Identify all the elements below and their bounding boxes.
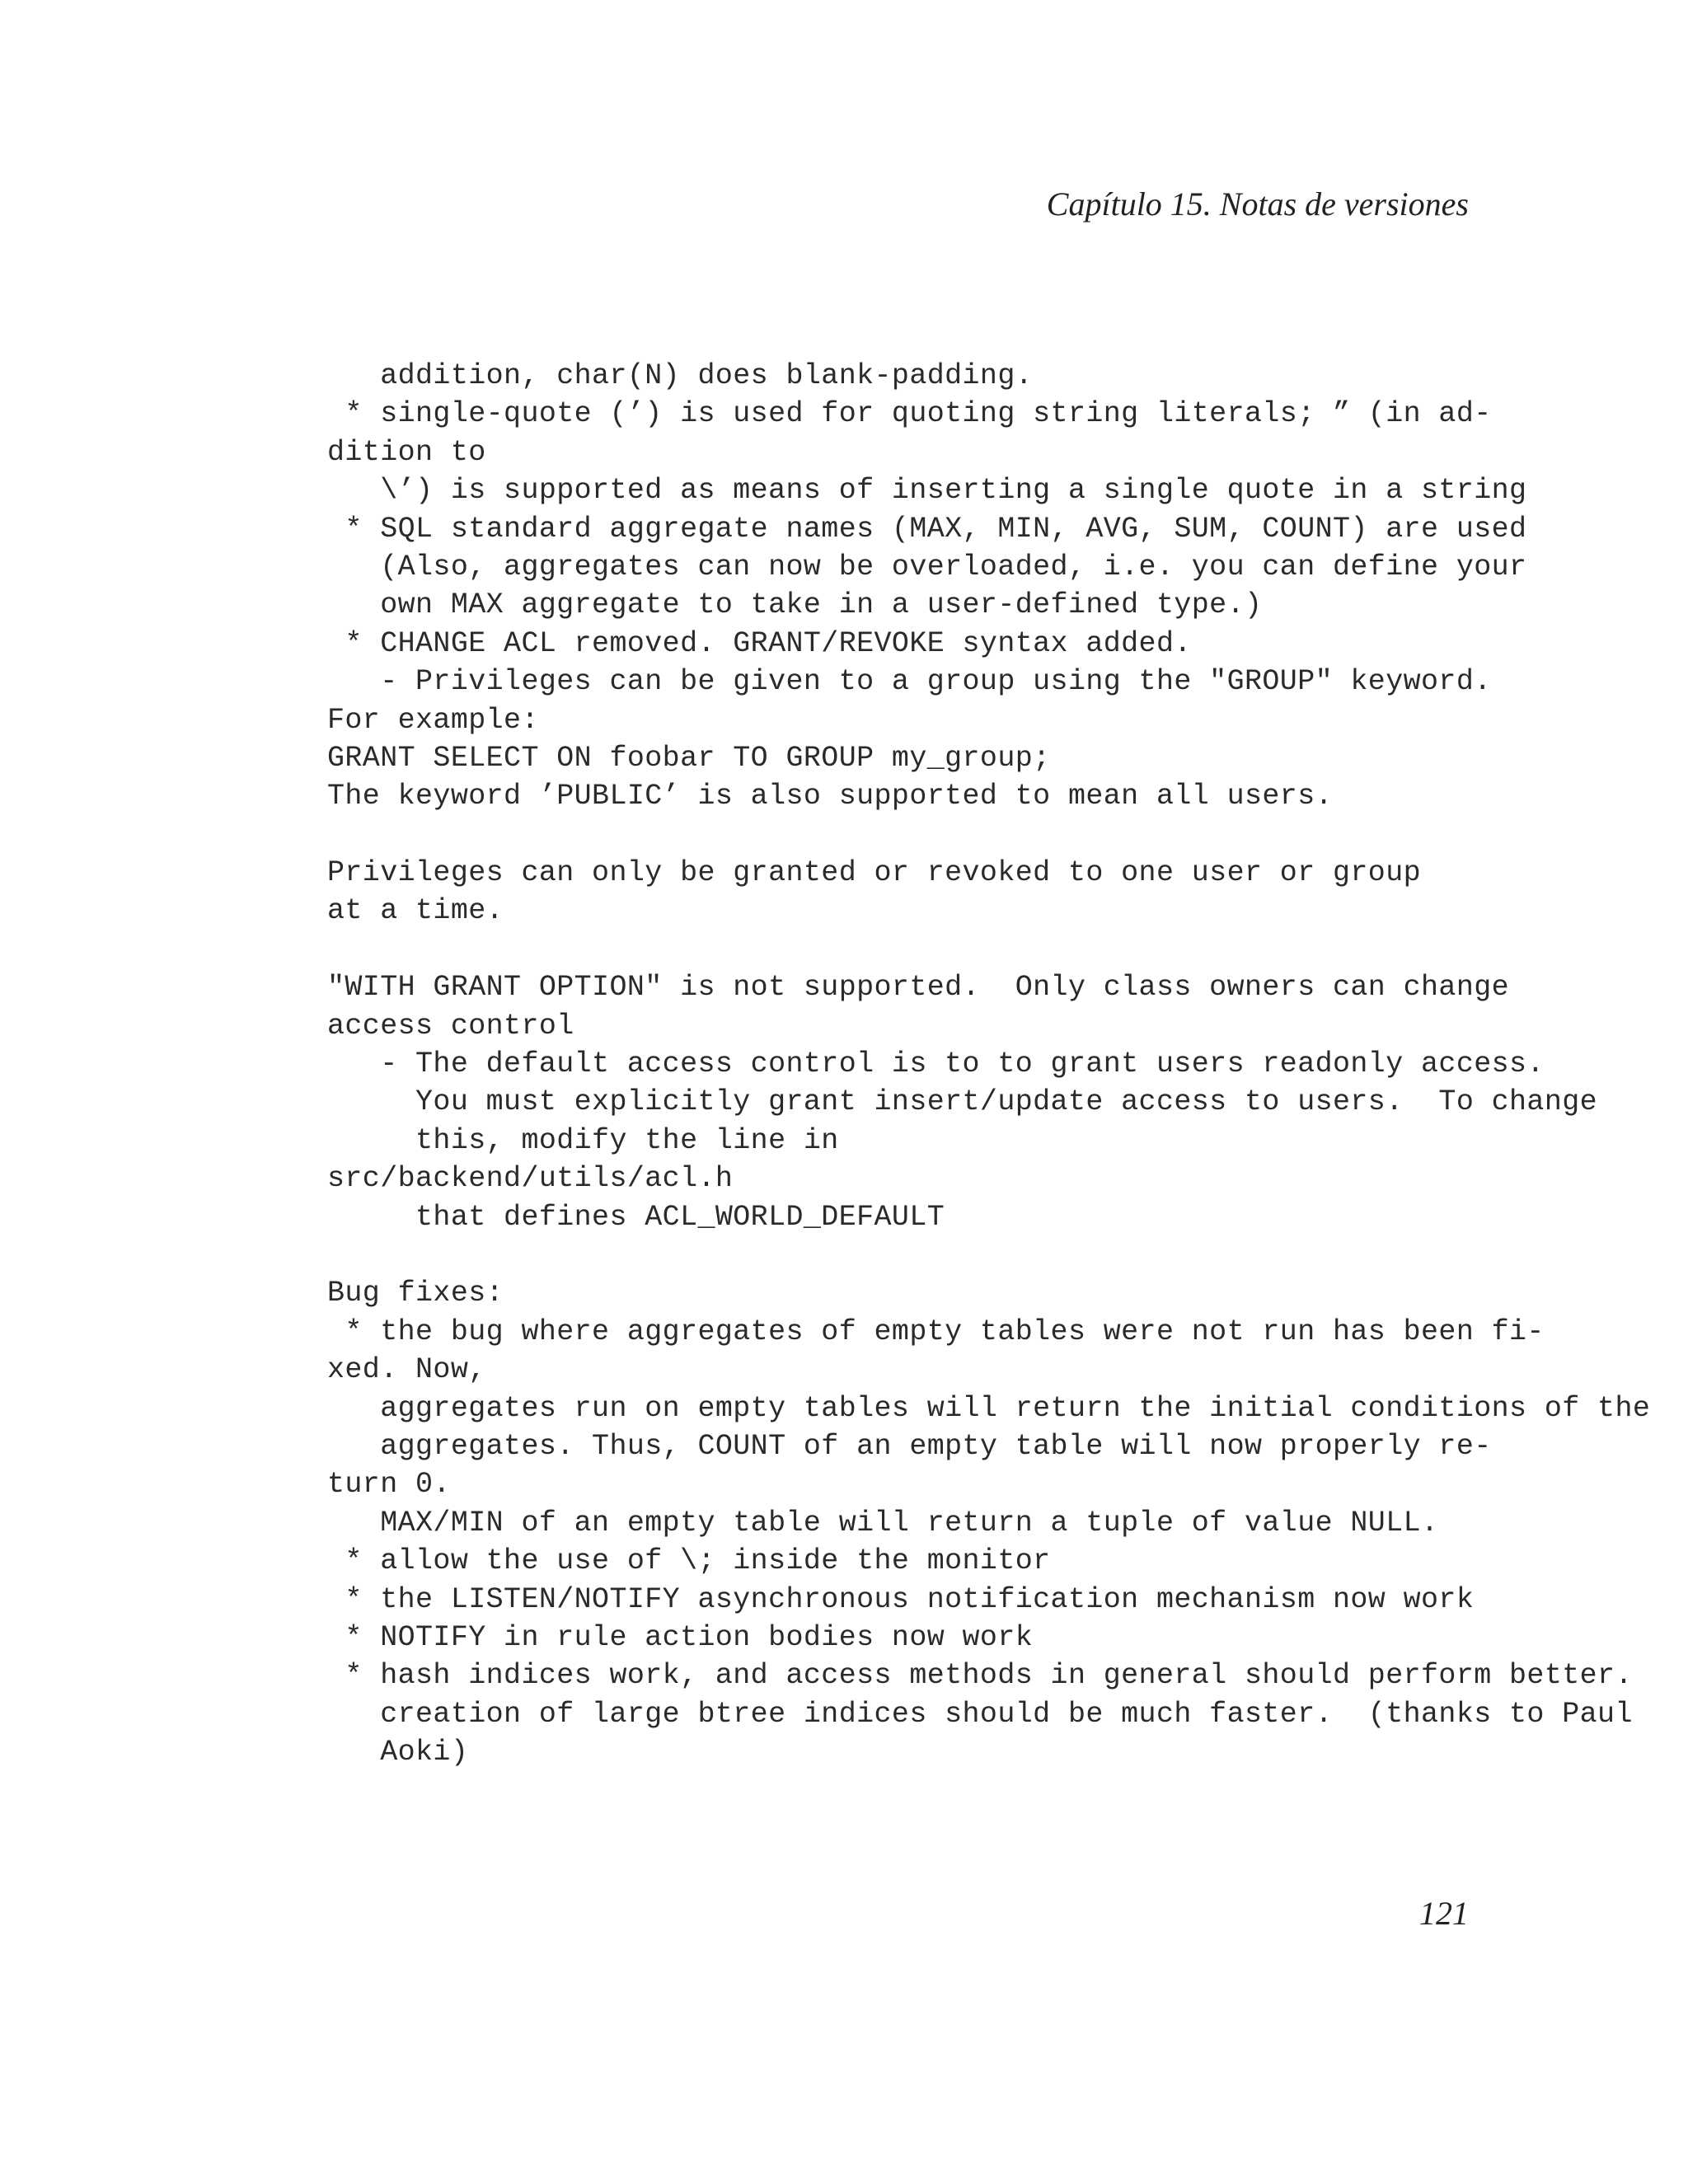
text-line: addition, char(N) does blank-padding. xyxy=(327,359,1034,392)
text-line: "WITH GRANT OPTION" is not supported. Only class owners can change xyxy=(327,971,1510,1005)
text-line: * the bug where aggregates of empty tables were not run has been fi- xyxy=(327,1315,1545,1348)
text-line: * the LISTEN/NOTIFY asynchronous notification mechanism now work xyxy=(327,1582,1475,1616)
text-line: this, modify the line in xyxy=(327,1123,839,1157)
text-line: * SQL standard aggregate names (MAX, MIN, AVG, SUM, COUNT) are used xyxy=(327,512,1527,546)
text-line: dition to xyxy=(327,435,486,469)
text-line: own MAX aggregate to take in a user-defined type.) xyxy=(327,588,1263,622)
text-line: * CHANGE ACL removed. GRANT/REVOKE syntax added. xyxy=(327,626,1192,660)
text-line: xed. Now, xyxy=(327,1353,486,1387)
text-line: aggregates run on empty tables will return the initial conditions of the xyxy=(327,1391,1651,1425)
text-line: - Privileges can be given to a group using the "GROUP" keyword. xyxy=(327,665,1492,699)
page-number: 121 xyxy=(1419,1895,1469,1932)
text-line: MAX/MIN of an empty table will return a tuple of value NULL. xyxy=(327,1506,1439,1540)
text-line: turn 0. xyxy=(327,1468,451,1502)
text-line: aggregates. Thus, COUNT of an empty table will now properly re- xyxy=(327,1429,1492,1463)
text-line: * single-quote (’) is used for quoting string literals; ” (in ad- xyxy=(327,397,1492,431)
text-line: Aoki) xyxy=(327,1736,469,1769)
text-line: access control xyxy=(327,1009,574,1043)
text-line: - The default access control is to to grant users readonly access. xyxy=(327,1047,1545,1081)
text-line: \’) is supported as means of inserting a single quote in a string xyxy=(327,474,1527,508)
text-line: src/backend/utils/acl.h xyxy=(327,1162,734,1196)
text-line: Privileges can only be granted or revoked to one user or group xyxy=(327,856,1422,890)
text-line: For example: xyxy=(327,703,539,737)
text-line: You must explicitly grant insert/update access to users. To change xyxy=(327,1085,1598,1119)
text-line: that defines ACL_WORLD_DEFAULT xyxy=(327,1200,945,1234)
text-line xyxy=(327,930,1679,968)
text-line: Bug fixes: xyxy=(327,1277,504,1310)
text-line xyxy=(327,816,1679,854)
running-header: Capítulo 15. Notas de versiones xyxy=(1046,185,1469,223)
text-line xyxy=(327,1236,1679,1274)
release-notes-text xyxy=(327,357,1679,1771)
text-line: * allow the use of \; inside the monitor xyxy=(327,1544,1051,1578)
text-line: * hash indices work, and access methods in general should perform better. xyxy=(327,1659,1633,1693)
text-line: * NOTIFY in rule action bodies now work xyxy=(327,1620,1034,1654)
text-line: at a time. xyxy=(327,894,504,928)
text-line: The keyword ’PUBLIC’ is also supported to mean all users. xyxy=(327,780,1333,813)
text-line: GRANT SELECT ON foobar TO GROUP my_group; xyxy=(327,741,1051,775)
text-line: (Also, aggregates can now be overloaded, i.e. you can define your xyxy=(327,550,1527,583)
text-line: creation of large btree indices should be much faster. (thanks to Paul xyxy=(327,1697,1633,1731)
